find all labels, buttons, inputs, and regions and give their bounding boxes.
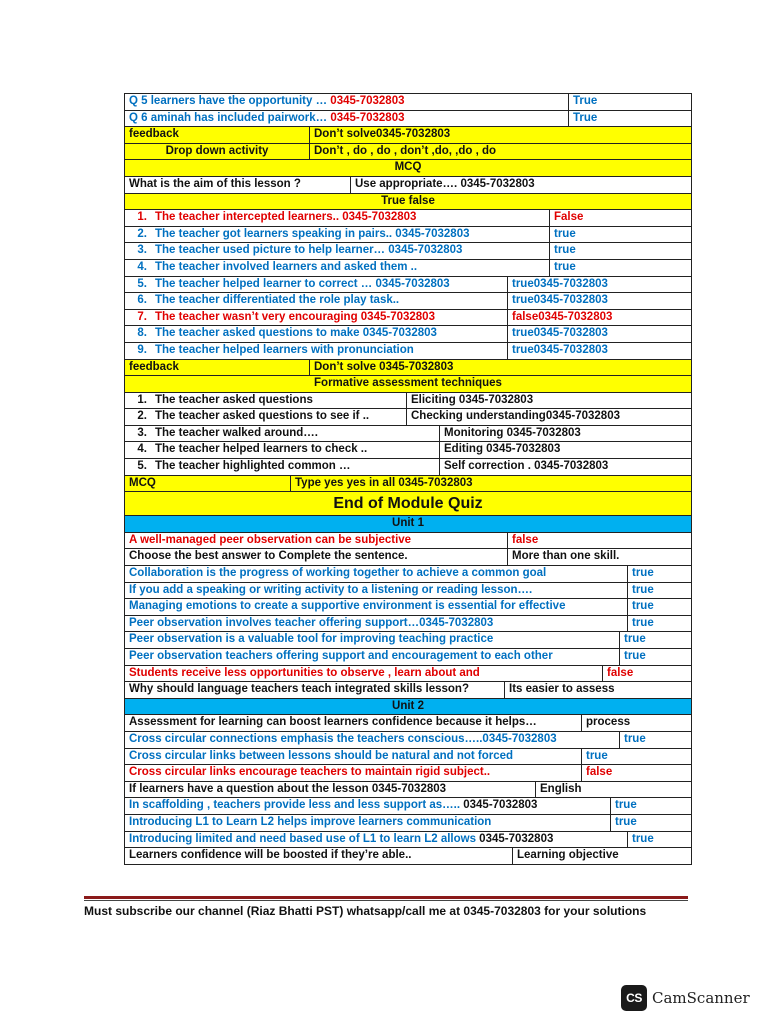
answer-cell [549,260,691,276]
question-cell [125,549,507,565]
question-text: If learners have a question about the lesson 0345-7032803 [129,782,447,795]
answer-cell [627,566,691,582]
answer-cell [439,459,691,475]
table-row [124,715,692,732]
answer-text: More than one skill. [512,550,620,563]
question-text: Cross circular connections emphasis the teachers conscious…..0345-7032803 [129,732,557,745]
question-cell [125,765,581,781]
table-row [124,632,692,649]
answer-cell [350,177,691,193]
table-row [124,732,692,749]
item-number: 4. [137,260,147,273]
question-cell [125,360,309,376]
question-text: The teacher asked questions [155,393,313,406]
answer-text: false0345-7032803 [512,310,613,323]
footer-divider-thin [84,900,688,901]
question-cell [125,476,290,492]
answer-cell [581,749,691,765]
table-row [124,699,692,716]
answer-text: true [632,567,654,580]
question-cell [125,566,627,582]
question-cell [125,210,549,226]
answer-text: true [586,749,608,762]
answer-text: Type yes yes in all 0345-7032803 [295,476,473,489]
question-cell [125,393,406,409]
answer-cell [549,210,691,226]
question-cell [125,699,691,715]
answer-text: false [607,666,634,679]
question-text: The teacher helped learners to check .. [155,443,368,456]
answer-cell [406,393,691,409]
answer-text: Don’t solve 0345-7032803 [314,360,454,373]
question-cell [125,516,691,532]
question-text: The teacher highlighted common … [155,460,351,473]
answer-cell [309,144,691,160]
question-cell [125,426,439,442]
question-cell [125,160,691,176]
question-cell [125,815,610,831]
question-text: The teacher intercepted learners.. 0345-7032803 [155,211,417,224]
question-text: Cross circular links between lessons should be natural and not forced [129,749,514,762]
answer-text: Learning objective [517,849,619,862]
question-cell [125,782,535,798]
answer-cell [535,782,691,798]
answer-text: Self correction . 0345-7032803 [444,460,609,473]
question-cell [125,310,507,326]
table-row [124,227,692,244]
answer-text: true [615,799,637,812]
question-text: True false [381,194,435,207]
answer-cell [507,326,691,342]
item-number: 2. [137,227,147,240]
question-text: feedback [129,360,179,373]
question-cell [125,442,439,458]
phone-number: 0345-7032803 [463,799,538,812]
table-row [124,516,692,533]
table-row [124,682,692,699]
question-text: What is the aim of this lesson ? [129,177,301,190]
question-cell [125,459,439,475]
item-number: 7. [137,310,147,323]
question-cell [125,194,691,210]
answer-cell [507,533,691,549]
table-row [124,666,692,683]
answer-cell [619,632,691,648]
table-row [124,94,692,111]
table-row [124,459,692,476]
table-row [124,127,692,144]
question-cell [125,243,549,259]
question-cell [125,583,627,599]
item-number: 9. [137,343,147,356]
answer-cell [627,599,691,615]
question-cell [125,732,619,748]
question-cell [125,343,507,359]
table-row [124,533,692,550]
answer-cell [602,666,691,682]
question-text: Peer observation is a valuable tool for improving teaching practice [129,633,494,646]
table-row [124,765,692,782]
question-cell [125,94,568,110]
question-cell [125,616,627,632]
answer-text: Editing 0345-7032803 [444,443,561,456]
question-text: The teacher walked around…. [155,426,318,439]
table-row [124,749,692,766]
question-text: Q 6 aminah has included pairwork… [129,111,331,124]
answer-cell [627,832,691,848]
answer-text: process [586,716,631,729]
question-text: Collaboration is the progress of working together to achieve a common goal [129,567,547,580]
item-number: 8. [137,327,147,340]
footer-divider [84,896,688,899]
question-text: Introducing limited and need based use of L1 to learn L2 allows [129,832,480,845]
answer-text: Eliciting 0345-7032803 [411,393,534,406]
question-cell [125,492,691,515]
answer-text: true [554,244,576,257]
question-text: The teacher differentiated the role play task.. [155,294,400,307]
answer-cell [309,360,691,376]
table-row [124,815,692,832]
answer-cell [627,583,691,599]
question-text: The teacher asked questions to see if .. [155,410,370,423]
camscanner-logo: CS [621,985,647,1011]
answer-cell [439,442,691,458]
item-number: 3. [137,244,147,257]
answer-text: true [632,832,654,845]
question-cell [125,177,350,193]
table-row [124,194,692,211]
quiz-answer-table [124,93,692,865]
answer-text: Don’t , do , do , don’t ,do, ,do , do [314,144,497,157]
answer-text: true0345-7032803 [512,294,608,307]
table-row [124,243,692,260]
answer-text: Checking understanding0345-7032803 [411,410,620,423]
question-text: MCQ [394,161,422,174]
answer-text: false [586,766,613,779]
table-row [124,160,692,177]
answer-text: true [615,815,637,828]
question-cell [125,260,549,276]
answer-cell [439,426,691,442]
answer-text: true0345-7032803 [512,327,608,340]
answer-text: true [624,633,646,646]
table-row [124,210,692,227]
table-row [124,326,692,343]
answer-text: False [554,211,584,224]
question-text: Introducing L1 to Learn L2 helps improve learners communication [129,815,492,828]
table-row [124,476,692,493]
question-cell [125,682,504,698]
answer-text: English [540,782,582,795]
question-cell [125,111,568,127]
question-cell [125,277,507,293]
answer-text: Monitoring 0345-7032803 [444,426,581,439]
question-text: Peer observation teachers offering support and encouragement to each other [129,650,553,662]
question-cell [125,127,309,143]
answer-text: true [632,583,654,596]
table-row [124,492,692,516]
answer-cell [507,293,691,309]
answer-cell [610,815,691,831]
question-text: Managing emotions to create a supportive environment is essential for effective [129,600,566,613]
item-number: 5. [137,460,147,473]
answer-cell [568,94,691,110]
question-cell [125,749,581,765]
answer-text: true [554,260,576,273]
answer-text: true0345-7032803 [512,277,608,290]
item-number: 6. [137,294,147,307]
item-number: 4. [137,443,147,456]
question-text: A well-managed peer observation can be subjective [129,533,412,546]
question-text: Unit 1 [392,517,424,530]
question-cell [125,666,602,682]
question-cell [125,848,512,864]
question-text: feedback [129,128,179,141]
question-text: The teacher asked questions to make 0345-7032803 [155,327,437,340]
camscanner-label: CamScanner [652,989,750,1007]
answer-cell [290,476,691,492]
table-row [124,566,692,583]
answer-cell [504,682,691,698]
question-cell [125,227,549,243]
question-cell [125,326,507,342]
table-row [124,549,692,566]
question-cell [125,649,619,665]
question-text: The teacher helped learner to correct … 0345-7032803 [155,277,450,290]
item-number: 1. [137,393,147,406]
answer-text: true [632,616,654,629]
question-text: End of Module Quiz [333,495,483,513]
answer-cell [619,649,691,665]
table-row [124,260,692,277]
answer-cell [568,111,691,127]
question-text: MCQ [129,476,156,489]
question-cell [125,293,507,309]
question-text: Unit 2 [392,699,424,712]
answer-text: Its easier to assess [509,683,615,696]
question-text: If you add a speaking or writing activity to a listening or reading lesson…. [129,583,533,596]
question-text: Choose the best answer to Complete the sentence. [129,550,408,563]
table-row [124,376,692,393]
answer-cell [549,227,691,243]
phone-number: 0345-7032803 [330,111,405,124]
question-text: Formative assessment techniques [314,377,502,390]
question-text: Peer observation involves teacher offering support…0345-7032803 [129,616,494,629]
table-row [124,649,692,666]
answer-cell [507,343,691,359]
question-cell [125,376,691,392]
question-text: Q 5 learners have the opportunity … [129,95,331,107]
answer-text: True [573,95,598,107]
table-row [124,782,692,799]
answer-text: true [624,732,646,745]
question-cell [125,533,507,549]
table-row [124,360,692,377]
table-row [124,177,692,194]
table-row [124,310,692,327]
table-row [124,409,692,426]
question-cell [125,798,610,814]
answer-cell [512,848,691,864]
question-text: The teacher got learners speaking in pairs.. 0345-7032803 [155,227,470,240]
table-row [124,798,692,815]
table-row [124,393,692,410]
answer-text: true0345-7032803 [512,343,608,356]
camscanner-watermark [621,985,750,1011]
answer-text: false [512,533,539,546]
answer-text: true [624,650,646,662]
question-cell [125,832,627,848]
answer-cell [610,798,691,814]
question-text: Students receive less opportunities to observe , learn about and [129,666,480,679]
table-row [124,293,692,310]
answer-text: true [632,600,654,613]
question-text: Why should language teachers teach integrated skills lesson? [129,683,469,696]
table-row [124,144,692,161]
table-row [124,832,692,849]
item-number: 3. [137,426,147,439]
question-text: The teacher wasn’t very encouraging 0345-7032803 [155,310,435,323]
question-cell [125,599,627,615]
table-row [124,426,692,443]
question-cell [125,632,619,648]
question-text: The teacher involved learners and asked them .. [155,260,418,273]
question-text: The teacher helped learners with pronunciation [155,343,414,356]
table-row [124,442,692,459]
question-text: The teacher used picture to help learner… 0345-7032803 [155,244,463,257]
answer-cell [507,277,691,293]
item-number: 2. [137,410,147,423]
item-number: 1. [137,211,147,224]
answer-text: Don’t solve0345-7032803 [314,128,451,141]
table-row [124,848,692,865]
answer-cell [627,616,691,632]
answer-cell [507,310,691,326]
table-row [124,583,692,600]
table-row [124,616,692,633]
answer-cell [581,715,691,731]
answer-cell [406,409,691,425]
question-cell [125,409,406,425]
answer-cell [549,243,691,259]
answer-cell [309,127,691,143]
answer-text: true [554,227,576,240]
phone-number: 0345-7032803 [330,95,405,107]
subscribe-note: Must subscribe our channel (Riaz Bhatti PST) whatsapp/call me at 0345-7032803 for your solutions [84,904,647,918]
question-cell [125,144,309,160]
phone-number: 0345-7032803 [479,832,554,845]
item-number: 5. [137,277,147,290]
question-text: Assessment for learning can boost learners confidence because it helps… [129,716,537,729]
question-cell [125,715,581,731]
question-text: Drop down activity [165,144,269,157]
answer-text: True [573,111,598,124]
question-text: In scaffolding , teachers provide less and less support as….. [129,799,464,812]
question-text: Learners confidence will be boosted if they’re able.. [129,849,412,862]
table-row [124,599,692,616]
answer-cell [507,549,691,565]
table-row [124,343,692,360]
table-row [124,111,692,128]
table-row [124,277,692,294]
answer-cell [619,732,691,748]
answer-cell [581,765,691,781]
question-text: Cross circular links encourage teachers to maintain rigid subject.. [129,766,491,779]
answer-text: Use appropriate…. 0345-7032803 [355,177,535,190]
